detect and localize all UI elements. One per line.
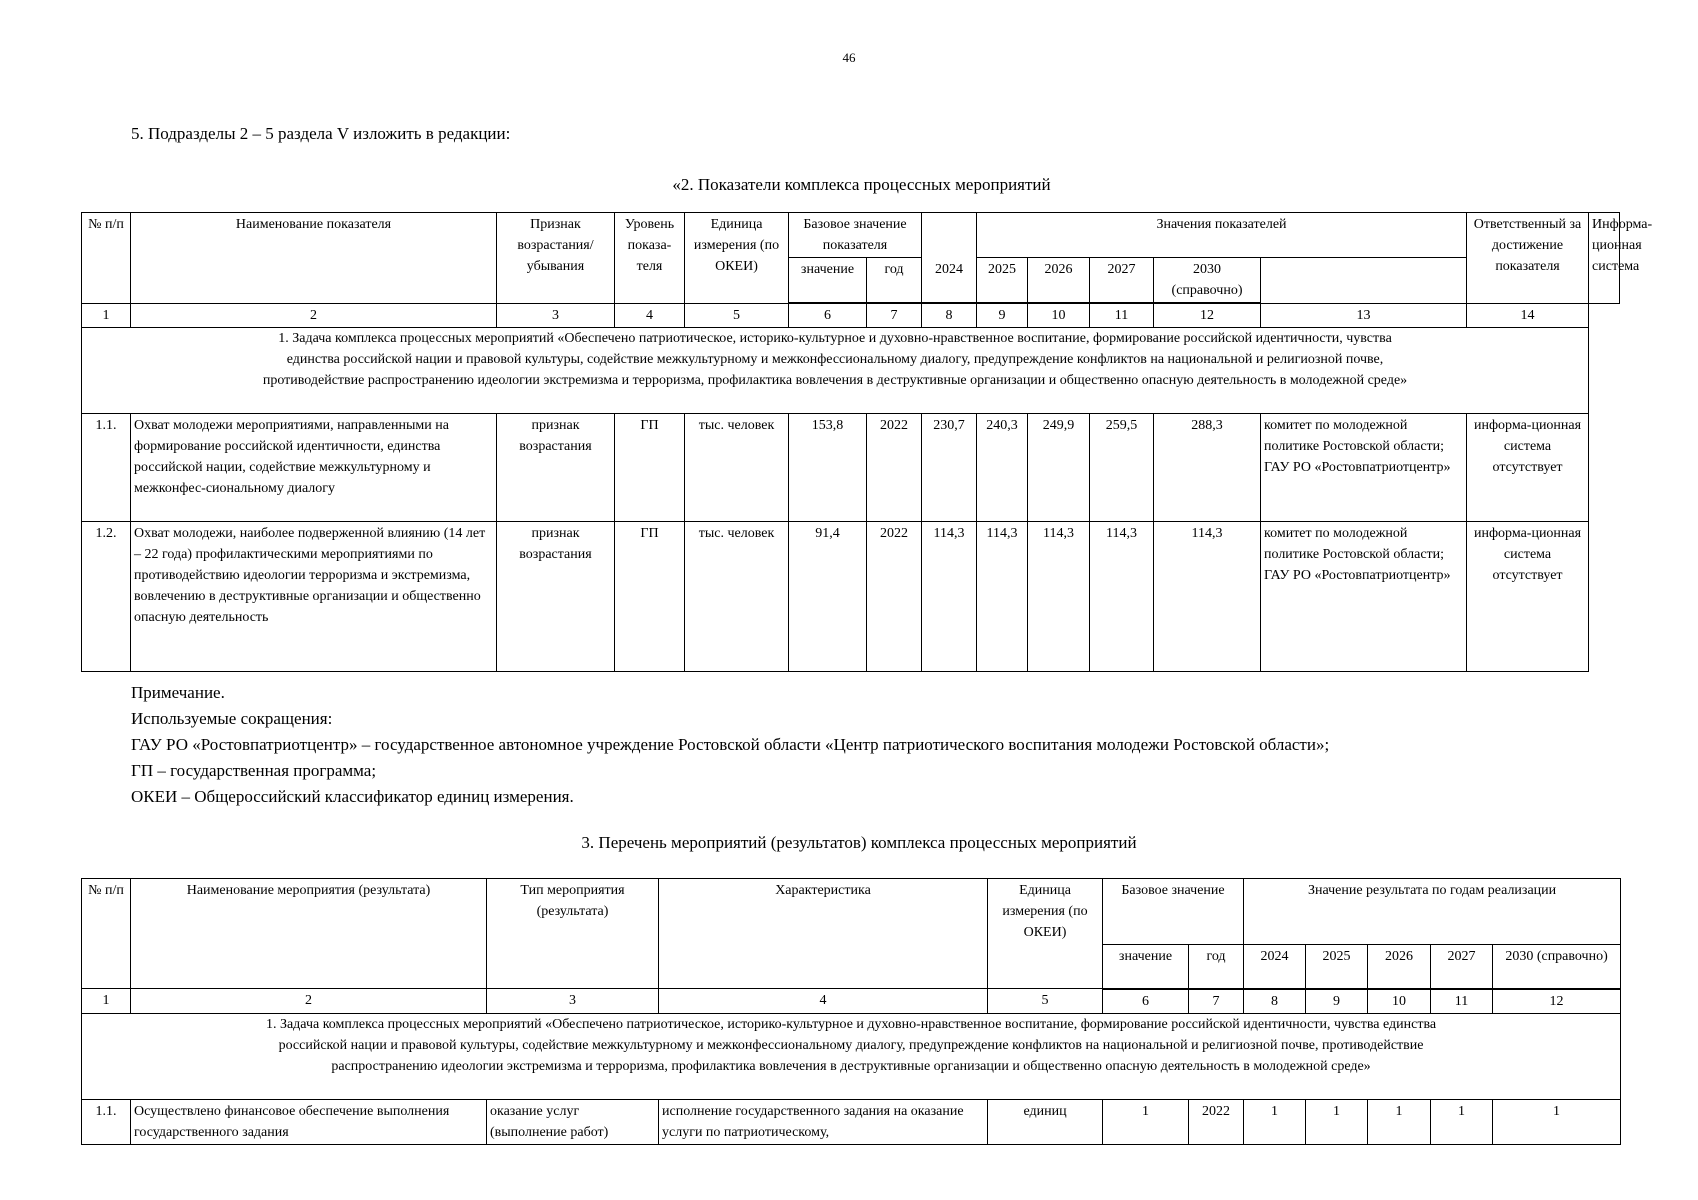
row-unit: единиц (988, 1099, 1103, 1144)
header-2027: 2027 (1090, 258, 1154, 304)
col-num: 11 (1090, 303, 1154, 328)
table-row (82, 1099, 1621, 1144)
row-responsible: комитет по молодежной политике Ростовской области; ГАУ РО «Ростовпатриотцентр» (1261, 414, 1467, 522)
row-type: оказание услуг (выполнение работ) (487, 1099, 659, 1144)
header-2024: 2024 (922, 258, 977, 304)
col-num: 1 (82, 303, 131, 328)
header-base-value: значение (789, 258, 867, 304)
header-2030: 2030 (справочно) (1154, 258, 1261, 304)
header-result: Значение результата по годам реализации (1244, 879, 1621, 945)
row-num: 1.2. (82, 522, 131, 672)
header-unit: Единица измерения (по ОКЕИ) (988, 879, 1103, 989)
header-2024: 2024 (1244, 945, 1306, 989)
row-info: информа-ционная система отсутствует (1467, 522, 1589, 672)
row-name: Охват молодежи мероприятиями, направленными на формирование российской идентичности, единства российской нации, содействие межкультурному и межконфес-сиональному диалогу (131, 414, 497, 522)
note-abbrev: ОКЕИ – Общероссийский классификатор единиц измерения. (131, 787, 574, 806)
header-name: Наименование мероприятия (результата) (131, 879, 487, 989)
row-2027: 114,3 (1090, 522, 1154, 672)
row-base-value: 153,8 (789, 414, 867, 522)
col-num: 10 (1368, 989, 1431, 1014)
header-values: Значения показателей (977, 213, 1467, 258)
header-base: Базовое значение показателя (789, 213, 922, 258)
col-num: 2 (131, 989, 487, 1014)
header-char: Характеристика (659, 879, 988, 989)
col-num: 12 (1154, 303, 1261, 328)
col-num: 5 (988, 989, 1103, 1014)
header-2027: 2027 (1431, 945, 1493, 989)
col-num: 9 (977, 303, 1028, 328)
note-abbrev-title: Используемые сокращения: (131, 709, 333, 728)
header-empty (922, 213, 977, 258)
col-num: 7 (1189, 989, 1244, 1014)
col-num: 4 (659, 989, 988, 1014)
table2-title: 3. Перечень мероприятий (результатов) комплекса процессных мероприятий (581, 833, 1137, 852)
row-base-year: 2022 (867, 414, 922, 522)
row-info: информа-ционная система отсутствует (1467, 414, 1589, 522)
row-base-year: 2022 (1189, 1099, 1244, 1144)
header-2026: 2026 (1028, 258, 1090, 304)
row-2025: 114,3 (977, 522, 1028, 672)
row-2030: 1 (1493, 1099, 1621, 1144)
row-2027: 1 (1431, 1099, 1493, 1144)
intro-text: 5. Подразделы 2 – 5 раздела V изложить в редакции: (131, 124, 511, 143)
notes-block (131, 680, 1329, 810)
col-num: 14 (1467, 303, 1589, 328)
col-num: 7 (867, 303, 922, 328)
header-num: № п/п (82, 213, 131, 304)
header-num: № п/п (82, 879, 131, 989)
col-num: 2 (131, 303, 497, 328)
row-sign: признак возрастания (497, 414, 615, 522)
col-num: 1 (82, 989, 131, 1014)
table-row (82, 522, 1620, 672)
col-num: 6 (789, 303, 867, 328)
row-level: ГП (615, 522, 685, 672)
row-2030: 288,3 (1154, 414, 1261, 522)
header-base-year: год (867, 258, 922, 304)
header-2025: 2025 (1306, 945, 1368, 989)
row-num: 1.1. (82, 414, 131, 522)
task-row: 1. Задача комплекса процессных мероприятий «Обеспечено патриотическое, историко-культурное и духовно-нравственное воспитание, формирование российской идентичности, чувства единства российской нации и правовой культуры, содействие межкультурному и межконфессиональному диалогу, предупреждение конфликтов на национальной и религиозной почве, противодействие распространению идеологии экстремизма и терроризма, профилактика вовлечения в деструктивные организации и общественно опасную деятельность в молодежной среде» (82, 328, 1589, 414)
row-base-value: 91,4 (789, 522, 867, 672)
row-2025: 1 (1306, 1099, 1368, 1144)
col-num: 10 (1028, 303, 1090, 328)
row-name: Охват молодежи, наиболее подверженной влиянию (14 лет – 22 года) профилактическими мероприятиями по противодействию идеологии терроризма и экстремизма, вовлечению в деструктивные организации и общественно опасную деятельность (131, 522, 497, 672)
task-row: 1. Задача комплекса процессных мероприятий «Обеспечено патриотическое, историко-культурное и духовно-нравственное воспитание, формирование российской идентичности, чувства единства российской нации и правовой культуры, содействие межкультурному и межконфессиональному диалогу, предупреждение конфликтов на национальной и религиозной почве, противодействие распространению идеологии экстремизма и терроризма, профилактика вовлечения в деструктивные организации и общественно опасную деятельность в молодежной среде» (82, 1013, 1621, 1099)
header-type: Тип мероприятия (результата) (487, 879, 659, 989)
header-base-value: значение (1103, 945, 1189, 989)
header-level: Уровень показа-теля (615, 213, 685, 304)
col-num: 9 (1306, 989, 1368, 1014)
note-title: Примечание. (131, 683, 225, 702)
row-base-value: 1 (1103, 1099, 1189, 1144)
col-num: 8 (922, 303, 977, 328)
header-2026: 2026 (1368, 945, 1431, 989)
table-row (82, 414, 1620, 522)
row-2026: 114,3 (1028, 522, 1090, 672)
header-base-year: год (1189, 945, 1244, 989)
header-info: Информа-ционная система (1589, 213, 1620, 304)
row-2024: 230,7 (922, 414, 977, 522)
header-2025: 2025 (977, 258, 1028, 304)
row-unit: тыс. человек (685, 522, 789, 672)
row-level: ГП (615, 414, 685, 522)
header-name: Наименование показателя (131, 213, 497, 304)
indicators-table (81, 212, 1653, 672)
row-base-year: 2022 (867, 522, 922, 672)
column-numbers-row (82, 303, 1620, 328)
row-2024: 114,3 (922, 522, 977, 672)
header-unit: Единица измерения (по ОКЕИ) (685, 213, 789, 304)
header-sign: Признак возрастания/ убывания (497, 213, 615, 304)
col-num: 13 (1261, 303, 1467, 328)
col-num: 4 (615, 303, 685, 328)
row-2025: 240,3 (977, 414, 1028, 522)
col-num: 3 (487, 989, 659, 1014)
row-2026: 249,9 (1028, 414, 1090, 522)
column-numbers-row (82, 989, 1621, 1014)
note-abbrev: ГАУ РО «Ростовпатриотцентр» – государственное автономное учреждение Ростовской области «Центр патриотического воспитания молодежи Ростовской области»; (131, 735, 1330, 754)
row-2027: 259,5 (1090, 414, 1154, 522)
header-2030: 2030 (справочно) (1493, 945, 1621, 989)
row-char: исполнение государственного задания на оказание услуги по патриотическому, (659, 1099, 988, 1144)
page-number: 46 (842, 50, 856, 65)
header-base: Базовое значение (1103, 879, 1244, 945)
col-num: 12 (1493, 989, 1621, 1014)
activities-table (81, 878, 1621, 1145)
row-unit: тыс. человек (685, 414, 789, 522)
header-responsible: Ответственный за достижение показателя (1467, 213, 1589, 304)
row-name: Осуществлено финансовое обеспечение выполнения государственного задания (131, 1099, 487, 1144)
col-num: 3 (497, 303, 615, 328)
col-num: 6 (1103, 989, 1189, 1014)
row-num: 1.1. (82, 1099, 131, 1144)
col-num: 11 (1431, 989, 1493, 1014)
row-2024: 1 (1244, 1099, 1306, 1144)
row-sign: признак возрастания (497, 522, 615, 672)
row-2030: 114,3 (1154, 522, 1261, 672)
col-num: 8 (1244, 989, 1306, 1014)
row-responsible: комитет по молодежной политике Ростовской области; ГАУ РО «Ростовпатриотцентр» (1261, 522, 1467, 672)
col-num: 5 (685, 303, 789, 328)
table1-title: «2. Показатели комплекса процессных мероприятий (672, 175, 1051, 194)
row-2026: 1 (1368, 1099, 1431, 1144)
note-abbrev: ГП – государственная программа; (131, 761, 377, 780)
